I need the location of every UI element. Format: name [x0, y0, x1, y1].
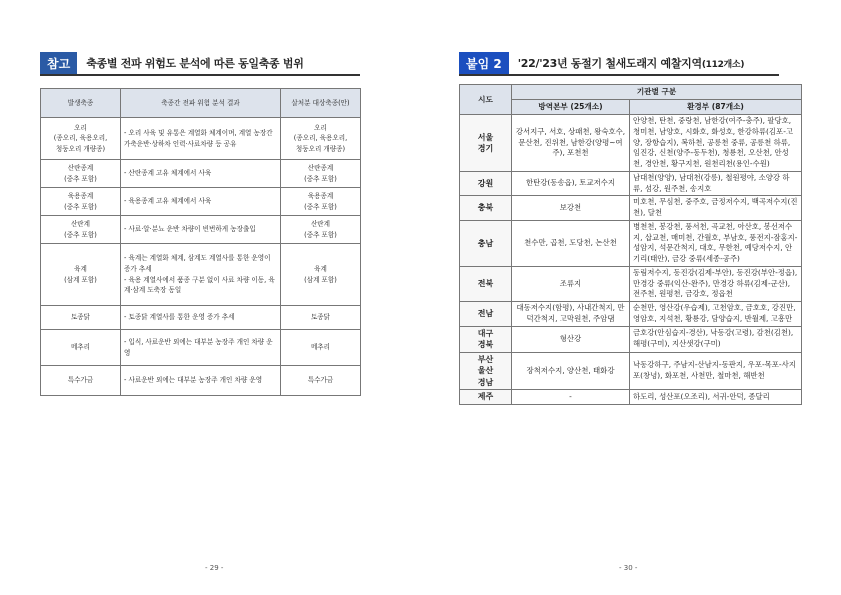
cell-analysis: - 사료운반 외에는 대부분 농장주 개인 차량 운영 [121, 366, 281, 396]
right-title-text: '22/'23년 동절기 철새도래지 예찰지역 [517, 57, 702, 70]
cell-env: 금호강(안심습지-경산), 낙동강(고령), 감천(김천), 해평(구미), 지산샛강(구미) [630, 326, 802, 352]
cell-region: 전북 [460, 266, 512, 301]
page-number-right: - 30 - [619, 564, 638, 572]
cell-species: 산란종계 (중추 포함) [41, 160, 121, 188]
cell-mafra: 강서지구, 서호, 상패천, 왕숙호수, 문산천, 진위천, 남한강(양평~여주), 포천천 [512, 115, 630, 172]
table-row [41, 244, 361, 306]
table-row [460, 390, 802, 405]
cell-region: 서울 경기 [460, 115, 512, 172]
cell-target: 토종닭 [281, 306, 361, 330]
cell-mafra: 대동저수지(함평), 사내간척지, 만덕간척지, 고막원천, 주암댐 [512, 302, 630, 326]
cell-region: 전남 [460, 302, 512, 326]
table-row [460, 115, 802, 172]
cell-region: 강원 [460, 171, 512, 195]
right-title-count: (112개소) [701, 60, 745, 70]
cell-target: 메추리 [281, 330, 361, 366]
right-page [421, 0, 841, 595]
cell-mafra: 보강천 [512, 196, 630, 220]
cell-target: 육용종계 (중추 포함) [281, 188, 361, 216]
cell-analysis: - 토종닭 계열사를 통한 운영 증가 추세 [121, 306, 281, 330]
cell-env: 순천만, 영산강(우습제), 고천암호, 금호호, 강진만, 영암호, 지석천, 황룡강, 담양습지, 반월제, 고흥만 [630, 302, 802, 326]
cell-analysis: - 오리 사육 및 유통은 계열화 체계이며, 계열 농장간 가축운반·상하차 인력·사료차량 등 공유 [121, 118, 281, 160]
header-target: 살처분 대상축종(안) [281, 89, 361, 118]
cell-region: 충북 [460, 196, 512, 220]
left-page [0, 0, 420, 595]
cell-env: 병천천, 봉강천, 풍서천, 곡교천, 아산호, 봉선저수지, 삽교천, 매미천, 간월호, 부남호, 풍전지-잠홍지-성암지, 석문간척지, 대호, 무한천, 예당저수지, 안기리(태안), 금강 중류(세종-공주) [630, 220, 802, 266]
cell-analysis: - 사료·알·분뇨 운반 차량이 빈번하게 농장출입 [121, 216, 281, 244]
cell-target: 특수가금 [281, 366, 361, 396]
reference-tag: 참고 [40, 52, 77, 74]
cell-target: 산란종계 (중추 포함) [281, 160, 361, 188]
table-row [460, 266, 802, 301]
cell-mafra: 형산강 [512, 326, 630, 352]
cell-env: 동림저수지, 동진강(김제-부안), 동진강(부안-정읍), 만경강 중류(익산-완주), 만경강 하류(김제-군산), 전주천, 원평천, 금강호, 정읍천 [630, 266, 802, 301]
cell-species: 특수가금 [41, 366, 121, 396]
table-header-row [460, 85, 802, 100]
cell-region: 부산 울산 경남 [460, 352, 512, 390]
table-row [41, 330, 361, 366]
cell-env: 낙동강하구, 주남지-산남지-동판지, 우포-목포-사지포(창녕), 화포천, 사천만, 철마천, 해반천 [630, 352, 802, 390]
left-title-bar [40, 52, 360, 76]
table-row [460, 352, 802, 390]
table-row [460, 302, 802, 326]
cell-species: 오리 (종오리, 육용오리, 청둥오리 개량종) [41, 118, 121, 160]
table-row [41, 366, 361, 396]
cell-species: 메추리 [41, 330, 121, 366]
cell-env: 남대천(양양), 남대천(강릉), 철원평야, 소양강 하류, 섬강, 원주천, 송지호 [630, 171, 802, 195]
cell-region: 대구 경북 [460, 326, 512, 352]
header-mafra: 방역본부 (25개소) [512, 100, 630, 115]
cell-analysis: - 산란종계 고유 체계에서 사육 [121, 160, 281, 188]
cell-analysis: - 육용종계 고유 체계에서 사육 [121, 188, 281, 216]
table-subheader-row [460, 100, 802, 115]
cell-analysis: - 육계는 계열화 체계, 삼계도 계열사를 통한 운영이 증가 추세 - 육용 계열사에서 품종 구분 없이 사료 차량 이동, 육계·삼계 도축장 동일 [121, 244, 281, 306]
cell-target: 산란계 (중추 포함) [281, 216, 361, 244]
attachment-tag: 붙임 2 [459, 52, 509, 74]
page-number-left: - 29 - [205, 564, 224, 572]
cell-species: 토종닭 [41, 306, 121, 330]
cell-region: 제주 [460, 390, 512, 405]
surveillance-area-table [459, 84, 802, 405]
header-region: 시도 [460, 85, 512, 115]
table-row [41, 216, 361, 244]
cell-mafra: 천수만, 곱천, 도당천, 논산천 [512, 220, 630, 266]
table-row [460, 196, 802, 220]
table-row [41, 188, 361, 216]
cell-analysis: - 입식, 사료운반 외에는 대부분 농장주 개인 차량 운영 [121, 330, 281, 366]
cell-species: 육계 (삼계 포함) [41, 244, 121, 306]
cell-mafra: - [512, 390, 630, 405]
table-row [41, 306, 361, 330]
cell-target: 오리 (종오리, 육용오리, 청둥오리 개량종) [281, 118, 361, 160]
header-env: 환경부 (87개소) [630, 100, 802, 115]
cell-species: 산란계 (중추 포함) [41, 216, 121, 244]
table-row [460, 220, 802, 266]
cell-mafra: 한탄강(동송읍), 토교저수지 [512, 171, 630, 195]
cell-species: 육용종계 (중추 포함) [41, 188, 121, 216]
table-header-row [41, 89, 361, 118]
table-row [41, 160, 361, 188]
cell-env: 하도리, 성산포(오조리), 서귀-안덕, 종달리 [630, 390, 802, 405]
cell-mafra: 조류지 [512, 266, 630, 301]
cell-region: 충남 [460, 220, 512, 266]
right-title-bar [459, 52, 779, 76]
cell-mafra: 장척저수지, 양산천, 태화강 [512, 352, 630, 390]
species-range-table [40, 88, 361, 396]
cell-target: 육계 (삼계 포함) [281, 244, 361, 306]
header-species: 발생축종 [41, 89, 121, 118]
cell-env: 안양천, 탄천, 중랑천, 남한강(여주-충주), 팔당호, 청미천, 남양호, 시화호, 화성호, 한강하류(김포-고양, 장항습지), 복하천, 공릉천 중류, 공릉천 하류, 임진강, 신천(양주-동두천), 청룡천, 오산천, 안성천, 경안천, 황구지천, 원천리천(용인-수원) [630, 115, 802, 172]
right-title [518, 55, 744, 71]
table-row [41, 118, 361, 160]
table-row [460, 171, 802, 195]
left-title: 축종별 전파 위험도 분석에 따른 동일축종 범위 [86, 57, 304, 70]
header-analysis: 축종간 전파 위험 분석 결과 [121, 89, 281, 118]
header-group: 기관별 구분 [512, 85, 802, 100]
table-row [460, 326, 802, 352]
cell-env: 미호천, 무심천, 중주호, 금정저수지, 백곡저수지(진천), 달천 [630, 196, 802, 220]
